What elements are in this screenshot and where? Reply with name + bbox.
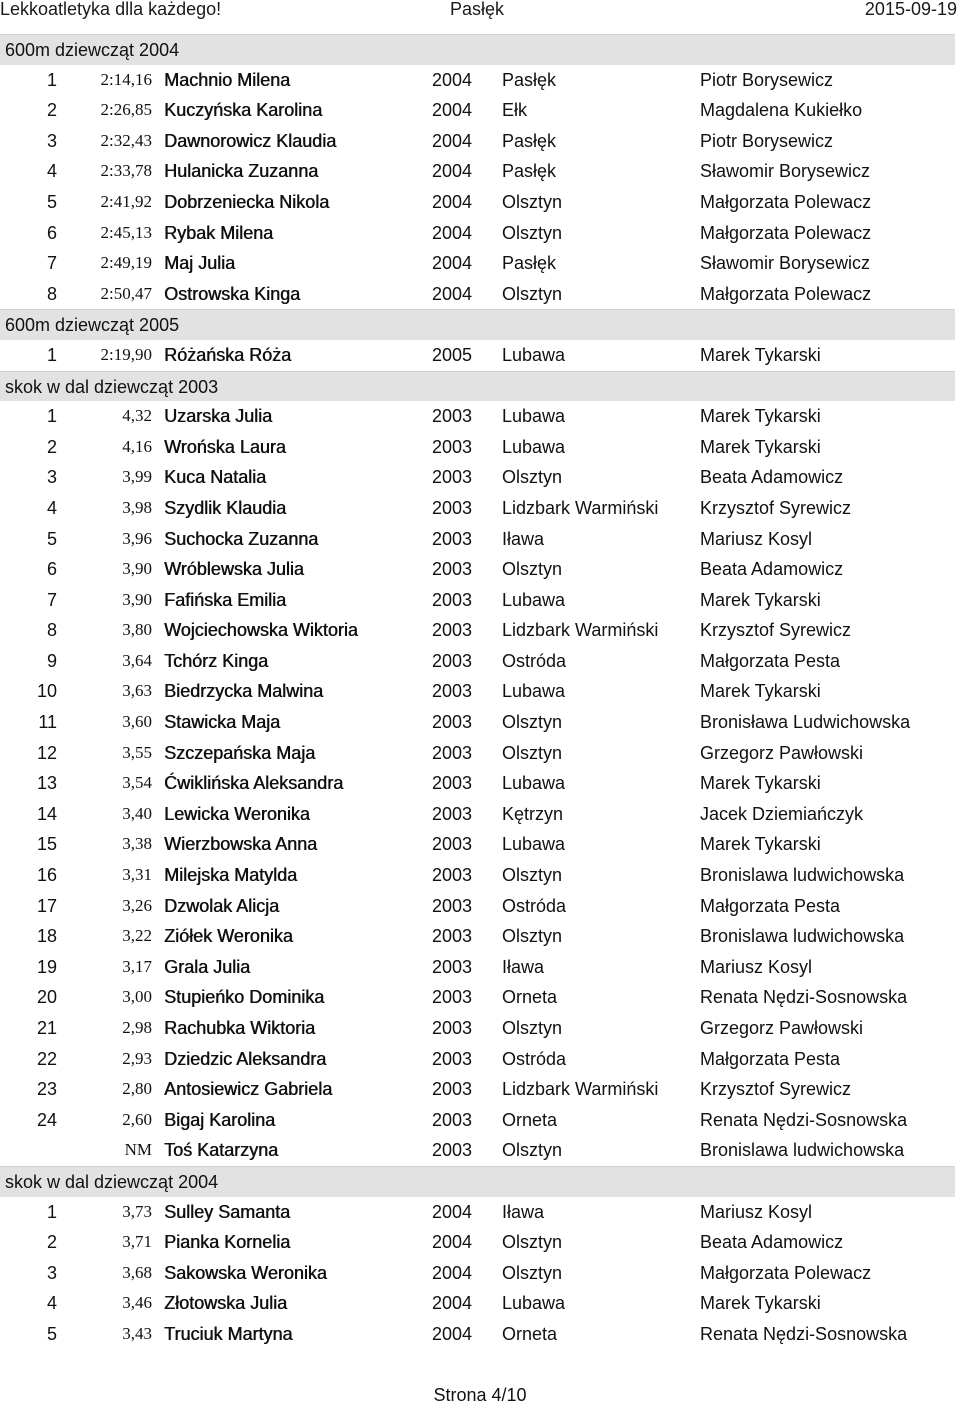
table-row [0,646,960,677]
club-cell: Lidzbark Warmiński [502,620,659,641]
place-cell: 5 [46,1323,57,1344]
birth-year-cell: 2003 [432,436,473,457]
table-row [0,187,960,218]
table-row [0,65,960,96]
coach-cell: Małgorzata Polewacz [700,191,872,212]
result-cell: 3,43 [122,1323,152,1343]
section-heading: 600m dziewcząt 2005 [0,309,955,340]
club-cell: Pasłęk [502,253,557,274]
result-cell: 3,26 [122,895,152,915]
table-row [0,126,960,157]
result-cell: 3,90 [122,589,152,609]
table-row [0,982,960,1013]
club-cell: Orneta [502,1323,558,1344]
athlete-name-cell: Fafińska Emilia [164,589,287,610]
coach-cell: Beata Adamowicz [700,1232,844,1253]
athlete-name-cell: Stawicka Maja [164,712,281,733]
birth-year-cell: 2003 [432,681,473,702]
result-cell: 3,71 [122,1232,152,1252]
result-cell: 3,00 [122,987,152,1007]
place-cell: 4 [46,1293,57,1314]
table-row [0,921,960,952]
birth-year-cell: 2003 [432,1079,473,1100]
birth-year-cell: 2004 [432,283,473,304]
result-cell: 3,60 [122,712,152,732]
table-row [0,432,960,463]
birth-year-cell: 2004 [432,253,473,274]
coach-cell: Małgorzata Pesta [700,650,841,671]
coach-cell: Beata Adamowicz [700,559,844,580]
birth-year-cell: 2003 [432,1048,473,1069]
birth-year-cell: 2003 [432,773,473,794]
coach-cell: Krzysztof Syrewicz [700,1079,852,1100]
club-cell: Pasłęk [502,161,557,182]
result-cell: 3,55 [122,742,152,762]
table-row [0,676,960,707]
athlete-name-cell: Biedrzycka Malwina [164,681,324,702]
result-cell: 3,17 [122,956,152,976]
coach-cell: Małgorzata Pesta [700,895,841,916]
coach-cell: Marek Tykarski [700,589,821,610]
table-row [0,829,960,860]
birth-year-cell: 2003 [432,650,473,671]
header-site-name: Lekkoatletyka dlla każdego! [0,0,222,19]
birth-year-cell: 2003 [432,1109,473,1130]
birth-year-cell: 2004 [432,130,473,151]
table-row [0,524,960,555]
club-cell: Lubawa [502,436,566,457]
section-heading: 600m dziewcząt 2004 [0,34,955,65]
place-cell: 23 [36,1079,57,1100]
birth-year-cell: 2003 [432,589,473,610]
club-cell: Olsztyn [502,1018,563,1038]
club-cell: Olsztyn [502,1232,563,1253]
table-row [0,462,960,493]
birth-year-cell: 2003 [432,559,473,580]
result-cell: 3,73 [122,1201,152,1221]
coach-cell: Marek Tykarski [700,681,821,702]
club-cell: Olsztyn [502,1262,563,1283]
place-cell: 22 [36,1048,57,1069]
place-cell: 21 [36,1018,57,1038]
results-table [0,34,960,1350]
athlete-name-cell: Uzarska Julia [164,406,273,427]
place-cell: 2 [46,100,57,121]
place-cell: 4 [46,161,57,182]
coach-cell: Beata Adamowicz [700,467,844,488]
coach-cell: Marek Tykarski [700,344,821,365]
place-cell: 8 [46,620,57,641]
table-row [0,1105,960,1136]
place-cell: 1 [46,1201,57,1222]
coach-cell: Marek Tykarski [700,773,821,794]
section-heading: skok w dal dziewcząt 2004 [0,1166,955,1197]
birth-year-cell: 2005 [432,344,473,365]
table-row [0,1044,960,1075]
result-cell: 2:26,85 [100,100,152,120]
coach-cell: Krzysztof Syrewicz [700,497,852,518]
coach-cell: Renata Nędzi-Sosnowska [700,1323,908,1344]
place-cell: 12 [36,742,57,763]
result-cell: 3,64 [122,650,152,670]
birth-year-cell: 2004 [432,1293,473,1314]
coach-cell: Bronisława Ludwichowska [700,712,911,733]
table-row [0,1258,960,1289]
club-cell: Ostróda [502,1048,567,1069]
coach-cell: Renata Nędzi-Sosnowska [700,987,908,1008]
result-cell: 2:14,16 [100,69,152,89]
club-cell: Lidzbark Warmiński [502,497,659,518]
birth-year-cell: 2003 [432,926,473,947]
birth-year-cell: 2003 [432,1018,473,1038]
header-date: 2015-09-19 [864,0,957,19]
athlete-name-cell: Dziedzic Aleksandra [164,1048,327,1069]
club-cell: Iława [502,956,545,977]
club-cell: Olsztyn [502,191,563,212]
athlete-name-cell: Lewicka Weronika [164,803,310,824]
birth-year-cell: 2003 [432,712,473,733]
coach-cell: Renata Nędzi-Sosnowska [700,1109,908,1130]
athlete-name-cell: Ziółek Weronika [164,926,293,947]
result-cell: 4,16 [122,436,152,456]
coach-cell: Małgorzata Polewacz [700,222,872,243]
birth-year-cell: 2003 [432,865,473,886]
place-cell: 6 [46,559,57,580]
birth-year-cell: 2003 [432,467,473,488]
athlete-name-cell: Ostrowska Kinga [164,283,301,304]
place-cell: 18 [36,926,57,947]
result-cell: 2:19,90 [100,344,152,364]
athlete-name-cell: Stupieńko Dominika [164,987,325,1008]
result-cell: 4,32 [122,406,152,426]
result-cell: 2,80 [122,1079,152,1099]
athlete-name-cell: Pianka Kornelia [164,1232,291,1253]
table-row [0,493,960,524]
club-cell: Lubawa [502,1293,566,1314]
club-cell: Olsztyn [502,865,563,886]
coach-cell: Sławomir Borysewicz [700,253,871,274]
birth-year-cell: 2004 [432,161,473,182]
athlete-name-cell: Wrońska Laura [164,436,286,457]
birth-year-cell: 2003 [432,620,473,641]
club-cell: Pasłęk [502,69,557,90]
coach-cell: Grzegorz Pawłowski [700,742,864,763]
athlete-name-cell: Milejska Matylda [164,865,298,886]
coach-cell: Piotr Borysewicz [700,69,834,90]
club-cell: Olsztyn [502,467,563,488]
athlete-name-cell: Tchórz Kinga [164,650,269,671]
table-row [0,585,960,616]
athlete-name-cell: Złotowska Julia [164,1293,288,1314]
result-cell: 2,98 [122,1018,152,1037]
club-cell: Iława [502,528,545,549]
table-row [0,279,960,310]
coach-cell: Małgorzata Polewacz [700,1262,872,1283]
club-cell: Lubawa [502,589,566,610]
birth-year-cell: 2004 [432,1201,473,1222]
result-cell: 3,38 [122,834,152,854]
place-cell: 7 [46,589,57,610]
birth-year-cell: 2003 [432,406,473,427]
club-cell: Olsztyn [502,283,563,304]
place-cell: 1 [46,406,57,427]
table-row [0,218,960,249]
birth-year-cell: 2003 [432,497,473,518]
result-cell: 3,90 [122,559,152,579]
athlete-name-cell: Rachubka Wiktoria [164,1018,316,1038]
birth-year-cell: 2003 [432,956,473,977]
result-cell: 3,40 [122,803,152,823]
birth-year-cell: 2003 [432,987,473,1008]
birth-year-cell: 2004 [432,222,473,243]
coach-cell: Mariusz Kosyl [700,528,813,549]
place-cell: 1 [46,344,57,365]
athlete-name-cell: Wróblewska Julia [164,559,304,580]
place-cell: 5 [46,191,57,212]
birth-year-cell: 2003 [432,528,473,549]
athlete-name-cell: Suchocka Zuzanna [164,528,319,549]
coach-cell: Marek Tykarski [700,834,821,855]
coach-cell: Marek Tykarski [700,436,821,457]
table-row [0,952,960,983]
table-row [0,1074,960,1105]
result-cell: 2:41,92 [100,191,152,211]
place-cell: 7 [46,253,57,274]
coach-cell: Piotr Borysewicz [700,130,834,151]
club-cell: Lidzbark Warmiński [502,1079,659,1100]
birth-year-cell: 2003 [432,834,473,855]
table-row [0,1319,960,1350]
birth-year-cell: 2004 [432,1262,473,1283]
result-cell: 2:49,19 [100,253,152,273]
table-row [0,860,960,891]
athlete-name-cell: Kuca Natalia [164,467,267,488]
birth-year-cell: 2003 [432,803,473,824]
birth-year-cell: 2003 [432,895,473,916]
coach-cell: Magdalena Kukiełko [700,100,863,121]
birth-year-cell: 2004 [432,191,473,212]
section-heading: skok w dal dziewcząt 2003 [0,371,955,402]
club-cell: Lubawa [502,344,566,365]
club-cell: Kętrzyn [502,803,564,824]
athlete-name-cell: Wierzbowska Anna [164,834,318,855]
athlete-name-cell: Antosiewicz Gabriela [164,1079,333,1100]
athlete-name-cell: Grala Julia [164,956,251,977]
birth-year-cell: 2003 [432,1140,473,1161]
place-cell: 17 [36,895,57,916]
athlete-name-cell: Wojciechowska Wiktoria [164,620,358,641]
club-cell: Olsztyn [502,742,563,763]
table-row [0,1013,960,1044]
athlete-name-cell: Dzwolak Alicja [164,895,280,916]
birth-year-cell: 2004 [432,1323,473,1344]
club-cell: Lubawa [502,834,566,855]
place-cell: 24 [36,1109,57,1130]
coach-cell: Bronislawa ludwichowska [700,865,905,886]
coach-cell: Bronislawa ludwichowska [700,926,905,947]
club-cell: Orneta [502,987,558,1008]
athlete-name-cell: Maj Julia [164,253,236,274]
table-row [0,1135,960,1166]
table-row [0,156,960,187]
coach-cell: Małgorzata Polewacz [700,283,872,304]
club-cell: Ostróda [502,650,567,671]
birth-year-cell: 2004 [432,100,473,121]
coach-cell: Mariusz Kosyl [700,1201,813,1222]
coach-cell: Grzegorz Pawłowski [700,1018,864,1038]
athlete-name-cell: Dobrzeniecka Nikola [164,191,330,212]
result-cell: 3,54 [122,773,152,793]
club-cell: Olsztyn [502,559,563,580]
table-row [0,615,960,646]
header-location: Pasłęk [450,0,505,19]
athlete-name-cell: Różańska Róża [164,344,292,365]
result-cell: 2:33,78 [100,161,152,181]
place-cell: 3 [46,467,57,488]
club-cell: Lubawa [502,681,566,702]
result-cell: 2:50,47 [100,283,152,303]
place-cell: 14 [36,803,57,824]
place-cell: 3 [46,130,57,151]
place-cell: 20 [36,987,57,1008]
table-row [0,1288,960,1319]
table-row [0,340,960,371]
table-row [0,554,960,585]
birth-year-cell: 2003 [432,742,473,763]
club-cell: Lubawa [502,406,566,427]
birth-year-cell: 2004 [432,1232,473,1253]
club-cell: Ostróda [502,895,567,916]
table-row [0,1227,960,1258]
result-cell: 3,99 [122,467,152,487]
club-cell: Olsztyn [502,926,563,947]
birth-year-cell: 2004 [432,69,473,90]
place-cell: 19 [36,956,57,977]
result-cell: 3,80 [122,620,152,640]
athlete-name-cell: Bigaj Karolina [164,1109,276,1130]
club-cell: Pasłęk [502,130,557,151]
place-cell: 11 [38,712,57,733]
result-cell: 3,68 [122,1262,152,1282]
coach-cell: Bronislawa ludwichowska [700,1140,905,1161]
club-cell: Orneta [502,1109,558,1130]
table-row [0,768,960,799]
club-cell: Lubawa [502,773,566,794]
table-row [0,891,960,922]
place-cell: 10 [36,681,57,702]
result-cell: 3,63 [122,681,152,701]
place-cell: 16 [36,865,57,886]
place-cell: 9 [46,650,57,671]
result-cell: 3,46 [122,1293,152,1313]
table-row [0,738,960,769]
coach-cell: Krzysztof Syrewicz [700,620,852,641]
athlete-name-cell: Hulanicka Zuzanna [164,161,319,182]
athlete-name-cell: Ćwiklińska Aleksandra [164,773,344,794]
club-cell: Olsztyn [502,712,563,733]
coach-cell: Marek Tykarski [700,406,821,427]
athlete-name-cell: Rybak Milena [164,222,274,243]
result-cell: 2:32,43 [100,130,152,150]
club-cell: Ełk [502,100,528,121]
athlete-name-cell: Sulley Samanta [164,1201,291,1222]
athlete-name-cell: Dawnorowicz Klaudia [164,130,337,151]
place-cell: 13 [36,773,57,794]
table-row [0,95,960,126]
place-cell: 4 [46,497,57,518]
table-row [0,1197,960,1228]
place-cell: 8 [46,283,57,304]
result-cell: 3,31 [122,865,152,885]
coach-cell: Małgorzata Pesta [700,1048,841,1069]
place-cell: 2 [46,1232,57,1253]
table-row [0,401,960,432]
coach-cell: Marek Tykarski [700,1293,821,1314]
place-cell: 3 [46,1262,57,1283]
club-cell: Olsztyn [502,1140,563,1161]
place-cell: 6 [46,222,57,243]
athlete-name-cell: Truciuk Martyna [164,1323,293,1344]
athlete-name-cell: Toś Katarzyna [164,1140,279,1161]
table-row [0,707,960,738]
club-cell: Iława [502,1201,545,1222]
result-cell: NM [124,1140,152,1160]
result-cell: 3,98 [122,497,152,517]
coach-cell: Mariusz Kosyl [700,956,813,977]
page-number: Strona 4/10 [433,1385,527,1405]
place-cell: 15 [36,834,57,855]
place-cell: 2 [46,436,57,457]
athlete-name-cell: Kuczyńska Karolina [164,100,323,121]
coach-cell: Jacek Dziemiańczyk [700,803,864,824]
result-cell: 2,93 [122,1048,152,1068]
club-cell: Olsztyn [502,222,563,243]
athlete-name-cell: Szydlik Klaudia [164,497,287,518]
athlete-name-cell: Szczepańska Maja [164,742,316,763]
result-cell: 3,96 [122,528,152,548]
table-row [0,799,960,830]
table-row [0,248,960,279]
result-cell: 2,60 [122,1109,152,1129]
page-header [0,0,960,22]
athlete-name-cell: Machnio Milena [164,69,291,90]
athlete-name-cell: Sakowska Weronika [164,1262,327,1283]
place-cell: 5 [46,528,57,549]
coach-cell: Sławomir Borysewicz [700,161,871,182]
result-cell: 3,22 [122,926,152,946]
result-cell: 2:45,13 [100,222,152,242]
place-cell: 1 [46,69,57,90]
